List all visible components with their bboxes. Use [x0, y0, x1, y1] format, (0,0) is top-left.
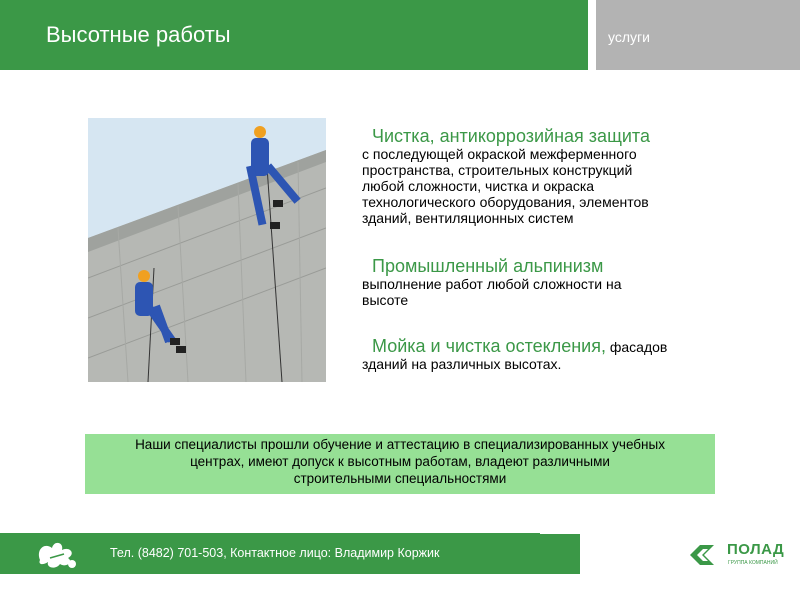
service-heading: Мойка и чистка остекления, [372, 336, 606, 356]
service-line: с последующей окраской межферменного [362, 146, 637, 162]
service-alpinism [362, 256, 752, 308]
service-line: зданий на различных высотах. [362, 356, 562, 372]
brand-name: ПОЛАД [727, 541, 785, 558]
brand-subtitle: ГРУППА КОМПАНИЙ [728, 560, 778, 566]
section-label: услуги [608, 29, 650, 45]
service-heading: Чистка, антикоррозийная защита [372, 126, 650, 146]
service-heading: Промышленный альпинизм [372, 256, 604, 276]
page-title: Высотные работы [46, 22, 231, 47]
notice-line: Наши специалисты прошли обучение и аттестацию в специализированных учебных [135, 437, 665, 452]
service-line: высоте [362, 292, 409, 308]
service-cleaning [362, 126, 752, 226]
service-line: пространства, строительных конструкций [362, 162, 633, 178]
contact-info: Тел. (8482) 701-503, Контактное лицо: Владимир Коржик [110, 546, 440, 560]
notice-line: центрах, имеют допуск к высотным работам, владеют различными [190, 454, 610, 469]
certification-notice [85, 434, 715, 494]
service-line: выполнение работ любой сложности на [362, 276, 622, 292]
service-glazing [362, 336, 752, 372]
service-line: любой сложности, чистка и окраска [362, 178, 595, 194]
service-heading-row [362, 336, 752, 356]
service-line: технологического оборудования, элементов [362, 194, 649, 210]
notice-line: строительными специальностями [293, 471, 507, 486]
service-inline-text: фасадов [605, 339, 668, 355]
oak-leaf-icon [30, 536, 88, 572]
climbers-photo [88, 118, 326, 382]
service-line: зданий, вентиляционных систем [362, 210, 574, 226]
